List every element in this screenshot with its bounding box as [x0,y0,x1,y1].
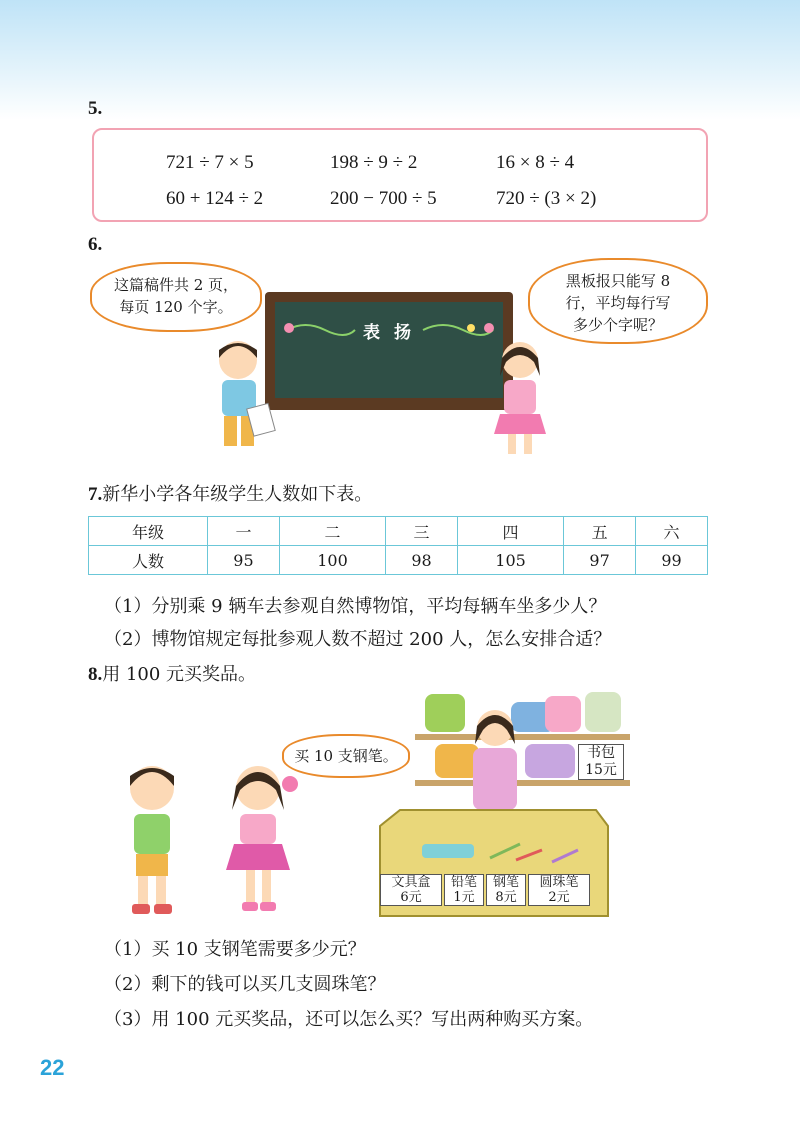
q8-title: 用 100 元买奖品。 [102,664,257,685]
table-cell: 97 [564,546,636,575]
table-cell: 100 [279,546,385,575]
q8-subquestion-1: （1）买 10 支钢笔需要多少元？ [104,939,366,960]
price-tag-pencil [444,874,484,906]
q8-number: 8. [88,664,103,685]
item-price: 6元 [400,890,422,905]
q8-subquestion-2: （2）剩下的钱可以买几支圆珠笔？ [104,974,386,995]
q5-number: 5. [88,98,103,119]
bubble-line: 这篇稿件共 2 页， [113,276,239,294]
table-cell: 人数 [89,546,208,575]
blackboard [265,292,513,410]
tag-name: 书包 [587,745,615,761]
item-name: 文具盒 [391,875,431,890]
table-cell: 二 [279,517,385,546]
table-cell: 105 [457,546,563,575]
table-cell: 六 [636,517,708,546]
table-row [89,546,708,575]
table-cell: 年级 [89,517,208,546]
flower-vine-decoration [275,310,503,350]
expression: 200 − 700 ÷ 5 [330,188,437,209]
table-cell: 99 [636,546,708,575]
q7-number: 7. [88,484,103,505]
girl-illustration [212,758,304,916]
board-title: 表 扬 [363,323,415,343]
q7-subquestion-1: （1）分别乘 9 辆车去参观自然博物馆，平均每辆车坐多少人？ [104,596,607,617]
expression: 60 + 124 ÷ 2 [166,188,264,209]
kids-speech-bubble: 买 10 支钢笔。 [282,734,410,778]
q8-subquestion-3: （3）用 100 元买奖品，还可以怎么买？写出两种购买方案。 [104,1009,594,1030]
table-cell: 五 [564,517,636,546]
page-number: 22 [40,1055,65,1080]
q8-heading [88,660,256,686]
table-cell: 98 [386,546,458,575]
item-name: 钢笔 [492,875,519,890]
girl-speech-bubble [528,258,708,344]
q7-heading [88,480,372,506]
table-cell: 95 [208,546,280,575]
bag-price-tag [578,744,624,780]
expression: 721 ÷ 7 × 5 [166,152,254,173]
bubble-line: 黑板报只能写 8 [565,272,671,290]
item-price: 2元 [548,890,570,905]
table-row [89,517,708,546]
grade-student-table [88,516,708,575]
bubble-line: 每页 120 个字。 [119,298,233,316]
table-cell: 一 [208,517,280,546]
price-tag-ballpoint-pen [528,874,590,906]
item-price: 8元 [495,890,517,905]
expression: 16 × 8 ÷ 4 [496,152,575,173]
price-tag-fountain-pen [486,874,526,906]
table-cell: 三 [386,517,458,546]
boy-illustration [112,758,192,916]
q6-number: 6. [88,234,103,255]
boy-speech-bubble [90,262,262,332]
table-cell: 四 [457,517,563,546]
q7-title: 新华小学各年级学生人数如下表。 [102,484,373,505]
bubble-line: 多少个字呢？ [572,316,663,334]
q7-subquestion-2: （2）博物馆规定每批参观人数不超过 200 人，怎么安排合适？ [104,629,612,650]
girl-illustration [490,336,550,456]
expression: 720 ÷ (3 × 2) [496,188,597,209]
bubble-line: 行，平均每行写 [565,294,671,312]
shopkeeper-illustration [455,700,535,810]
expression: 198 ÷ 9 ÷ 2 [330,152,418,173]
item-price: 1元 [453,890,475,905]
q5-expression-box [92,128,708,222]
boy-illustration [200,336,280,458]
item-name: 铅笔 [450,875,477,890]
item-name: 圆珠笔 [539,875,579,890]
price-tag-pencil-box [380,874,442,906]
tag-price: 15元 [585,762,617,778]
